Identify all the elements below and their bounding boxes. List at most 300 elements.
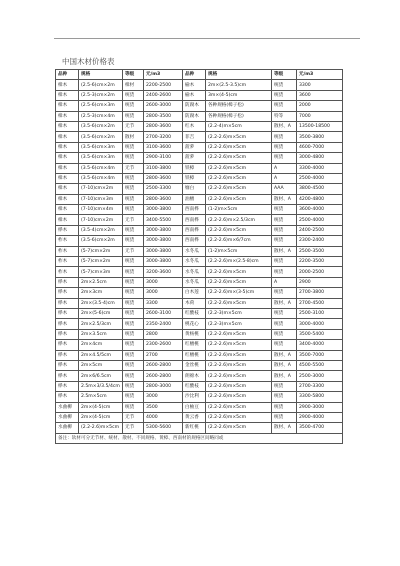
table-cell: 2500-3300 xyxy=(144,184,183,194)
table-cell: 统货 xyxy=(123,101,144,111)
table-cell: 统货 xyxy=(123,267,144,277)
table-cell: 2m×3.5cm xyxy=(79,329,123,339)
table-cell: 红酸枝 xyxy=(183,308,206,318)
table-cell: 2900-3100 xyxy=(144,153,183,163)
table-cell: 3500-7000 xyxy=(297,350,343,360)
table-cell: 桦木 xyxy=(56,225,79,235)
table-cell: (2.2-2.6)m×5cm xyxy=(206,298,272,308)
table-cell: 统货 xyxy=(123,277,144,287)
table-cell: (2.2-2.6)m×5cm xyxy=(206,350,272,360)
table-row xyxy=(56,319,343,329)
table-cell: 3100-3600 xyxy=(144,142,183,152)
table-cell: 3300-5800 xyxy=(297,392,343,402)
table-cell: 红木 xyxy=(183,121,206,131)
table-cell: 3000-3800 xyxy=(144,236,183,246)
table-cell: 3100-3800 xyxy=(144,163,183,173)
table-cell: (2.2-2.6)m×(3-5)cm xyxy=(206,288,272,298)
table-cell: 桦木 xyxy=(56,381,79,391)
table-cell: 白木莲 xyxy=(183,288,206,298)
table-cell: (3.5-4)cm×2m xyxy=(79,225,123,235)
table-cell: 2.5m×5cm xyxy=(79,392,123,402)
table-cell: 统货 xyxy=(272,340,297,350)
table-cell: 3400-5500 xyxy=(144,215,183,225)
table-cell: 黄云香 xyxy=(183,412,206,422)
table-row xyxy=(56,308,343,318)
table-row xyxy=(56,392,343,402)
table-cell: 3000-4000 xyxy=(297,319,343,329)
table-cell: 统货 xyxy=(123,329,144,339)
table-cell: 樟木 xyxy=(56,173,79,183)
price-table xyxy=(55,69,343,444)
table-cell: 桦木 xyxy=(56,360,79,370)
table-cell: 统货 xyxy=(123,360,144,370)
table-cell: 2m×2.5/3cm xyxy=(79,319,123,329)
table-cell: (2.2-2.6)m×5cm xyxy=(79,423,123,433)
table-cell: (2.2-2.6)m×5cm xyxy=(206,194,272,204)
column-header: 规格 xyxy=(206,70,272,80)
table-cell: (2.2-2.6)m×5cm xyxy=(206,412,272,422)
table-cell: 2700-4500 xyxy=(297,298,343,308)
table-cell: 2m×4.5/5cm xyxy=(79,350,123,360)
table-cell: (2.2-2.6)m×5cm xyxy=(206,184,272,194)
table-cell: 统货 xyxy=(123,225,144,235)
table-cell: A xyxy=(272,173,297,183)
table-row xyxy=(56,132,343,142)
table-cell: 特等 xyxy=(272,111,297,121)
table-cell: 红檀桃 xyxy=(183,350,206,360)
table-cell: 统货 xyxy=(123,392,144,402)
table-cell: 3600-4000 xyxy=(297,205,343,215)
table-cell: (2.2-2.6)m×5cm xyxy=(206,153,272,163)
table-cell: 西南桦 xyxy=(183,215,206,225)
table-cell: 统货 xyxy=(123,205,144,215)
table-cell: 桦木 xyxy=(56,329,79,339)
table-cell: 2600-3100 xyxy=(144,308,183,318)
table-cell: 3000-3800 xyxy=(144,225,183,235)
table-cell: 4500-5500 xyxy=(297,360,343,370)
table-cell: (2.5-3)cm×4m xyxy=(79,111,123,121)
table-cell: 樟木 xyxy=(56,121,79,131)
table-cell: AAA xyxy=(272,184,297,194)
table-cell: 无节 xyxy=(123,215,144,225)
table-cell: 统货 xyxy=(123,381,144,391)
table-cell: 统货 xyxy=(123,153,144,163)
table-cell: 2m×(4-5)cm xyxy=(79,402,123,412)
table-row xyxy=(56,288,343,298)
table-cell: 水冬瓜 xyxy=(183,246,206,256)
table-cell: 樟木 xyxy=(56,153,79,163)
column-header: 等级 xyxy=(123,70,144,80)
table-cell: 散材、A xyxy=(272,360,297,370)
table-cell: 2m×(3.5-4)cm xyxy=(79,298,123,308)
table-cell: A xyxy=(272,163,297,173)
table-cell: 樟木 xyxy=(56,194,79,204)
table-row xyxy=(56,246,343,256)
table-cell: (2.2-2.6)m×(2.5-8)cm xyxy=(206,257,272,267)
table-cell: (2.5-6)cm×3m xyxy=(79,101,123,111)
table-cell: 统货 xyxy=(272,101,297,111)
table-cell: 散材、A xyxy=(272,423,297,433)
table-row xyxy=(56,350,343,360)
table-cell: 统货 xyxy=(272,329,297,339)
table-cell: 统货 xyxy=(272,308,297,318)
table-cell: (2.2-2.6)m×6/7cm xyxy=(206,236,272,246)
table-cell: 7000 xyxy=(297,111,343,121)
table-cell: 散材、A xyxy=(272,246,297,256)
column-header: 规格 xyxy=(79,70,123,80)
column-header: 品种 xyxy=(183,70,206,80)
table-cell: 3000-3800 xyxy=(144,246,183,256)
table-cell: 2350-2400 xyxy=(144,319,183,329)
note-row xyxy=(56,433,343,443)
table-cell: 2600-2800 xyxy=(144,371,183,381)
table-cell: 2m×6/6.5cm xyxy=(79,371,123,381)
table-cell: 散材、A xyxy=(272,371,297,381)
table-cell: (2.2-3)m×5cm xyxy=(206,308,272,318)
table-cell: 红檀桃 xyxy=(183,340,206,350)
column-header: 元/m3 xyxy=(144,70,183,80)
table-cell: 统货 xyxy=(272,412,297,422)
table-cell: 樟木 xyxy=(56,163,79,173)
table-cell: 2800-3500 xyxy=(144,111,183,121)
table-cell: 红酸枝 xyxy=(183,381,206,391)
table-cell: 樟木 xyxy=(56,205,79,215)
column-header: 元/m3 xyxy=(297,70,343,80)
table-cell: 樟木 xyxy=(56,142,79,152)
table-cell: 统货 xyxy=(123,111,144,121)
table-cell: 桦木 xyxy=(56,340,79,350)
table-cell: (1-2)m×5cm xyxy=(206,246,272,256)
table-cell: 3800-4500 xyxy=(297,184,343,194)
table-cell: 2m×5cm xyxy=(79,360,123,370)
table-cell: 统货 xyxy=(123,340,144,350)
table-row xyxy=(56,381,343,391)
table-cell: (7-10)cm×2m xyxy=(79,184,123,194)
table-cell: (2.2-2.6)m×5cm xyxy=(206,132,272,142)
table-cell: 桦木 xyxy=(56,319,79,329)
table-cell: 统货 xyxy=(123,319,144,329)
table-row xyxy=(56,173,343,183)
table-row xyxy=(56,142,343,152)
table-cell: 2700-3300 xyxy=(297,381,343,391)
table-cell: 统货 xyxy=(272,205,297,215)
table-cell: (2.2-2.6)m×5cm xyxy=(206,267,272,277)
table-row xyxy=(56,184,343,194)
table-cell: 柞木 xyxy=(56,246,79,256)
table-cell: 樟木 xyxy=(56,101,79,111)
table-cell: 黄杨桃 xyxy=(183,329,206,339)
table-cell: 各种规格(樟子松) xyxy=(206,101,272,111)
table-cell: 2800-3600 xyxy=(144,173,183,183)
table-cell: 统货 xyxy=(272,402,297,412)
table-cell: 无节 xyxy=(123,121,144,131)
table-cell: (2.2-2.6)m×5cm xyxy=(206,225,272,235)
table-cell: 西南桦 xyxy=(183,225,206,235)
table-row xyxy=(56,371,343,381)
table-cell: 铁樟 xyxy=(183,173,206,183)
table-cell: 2800-3000 xyxy=(144,381,183,391)
column-header: 等级 xyxy=(272,70,297,80)
table-cell: 2800-3600 xyxy=(144,194,183,204)
table-cell: 2600-3000 xyxy=(144,101,183,111)
table-cell: (2.2-2.6)m×5cm xyxy=(206,142,272,152)
table-row xyxy=(56,225,343,235)
table-cell: (3.5-6)cm×3m xyxy=(79,153,123,163)
table-cell: 榆木 xyxy=(183,80,206,90)
table-cell: 3000-3800 xyxy=(144,257,183,267)
table-cell: 2300-2600 xyxy=(144,340,183,350)
table-cell: 统货 xyxy=(272,153,297,163)
table-cell: 桦木 xyxy=(56,392,79,402)
table-cell: (2.2-2.6)m×5cm xyxy=(206,381,272,391)
table-cell: (7-10)cm×2m xyxy=(79,215,123,225)
table-cell: 3m×(4-5)cm xyxy=(206,90,272,100)
table-cell: 统货 xyxy=(272,215,297,225)
table-cell: 桦木 xyxy=(56,277,79,287)
table-cell: 水冬瓜 xyxy=(183,257,206,267)
table-cell: 3500-4700 xyxy=(297,423,343,433)
table-cell: 统货 xyxy=(272,257,297,267)
table-cell: 2m×3cm xyxy=(79,288,123,298)
table-cell: 统货 xyxy=(272,319,297,329)
table-cell: 2900-3000 xyxy=(297,402,343,412)
table-cell: 统货 xyxy=(123,90,144,100)
table-cell: 统货 xyxy=(123,308,144,318)
table-cell: 2500-3000 xyxy=(297,371,343,381)
table-cell: 西南桦 xyxy=(183,205,206,215)
table-cell: 油檀 xyxy=(183,194,206,204)
table-cell: 金丝桃 xyxy=(183,360,206,370)
table-cell: (2.5-6)cm×2m xyxy=(79,80,123,90)
table-cell: A xyxy=(272,277,297,287)
table-cell: 防腐木 xyxy=(183,101,206,111)
table-cell: 2500-4000 xyxy=(297,215,343,225)
table-cell: 柞木 xyxy=(56,257,79,267)
table-cell: 无节 xyxy=(123,246,144,256)
table-cell: 菠萝 xyxy=(183,153,206,163)
table-cell: 铁樟 xyxy=(183,163,206,173)
table-cell: 2500-4000 xyxy=(297,173,343,183)
table-cell: (3.5-6)cm×4m xyxy=(79,173,123,183)
table-cell: 统货 xyxy=(272,392,297,402)
table-cell: 柞木 xyxy=(56,236,79,246)
table-cell: 3500-5400 xyxy=(297,329,343,339)
table-row xyxy=(56,121,343,131)
table-cell: 白柚豆 xyxy=(183,402,206,412)
table-row xyxy=(56,360,343,370)
table-cell: 水冬瓜 xyxy=(183,277,206,287)
table-cell: 2m×(2.5-3.5)cm xyxy=(206,80,272,90)
table-cell: 统货 xyxy=(272,142,297,152)
table-row xyxy=(56,267,343,277)
table-cell: 2200-3500 xyxy=(297,257,343,267)
table-cell: 2900-4000 xyxy=(297,412,343,422)
table-cell: 沙比利 xyxy=(183,392,206,402)
table-cell: 4000 xyxy=(144,412,183,422)
table-cell: 柞木 xyxy=(56,267,79,277)
table-cell: (2.2-2.6)m×5cm xyxy=(206,329,272,339)
table-cell: 榆木 xyxy=(183,90,206,100)
table-row xyxy=(56,215,343,225)
table-cell: 水曲柳 xyxy=(56,423,79,433)
table-cell: 2000-2500 xyxy=(297,267,343,277)
table-header-row xyxy=(56,70,343,80)
table-row xyxy=(56,340,343,350)
table-cell: 4600-7000 xyxy=(297,142,343,152)
table-cell: 统货 xyxy=(123,402,144,412)
table-cell: (7-10)cm×3m xyxy=(79,194,123,204)
table-cell: 菲吉 xyxy=(183,132,206,142)
table-cell: 2000 xyxy=(297,101,343,111)
table-cell: 统货 xyxy=(272,80,297,90)
table-cell: (2.2-3)m×5cm xyxy=(206,319,272,329)
table-cell: 水曲柳 xyxy=(56,402,79,412)
table-row xyxy=(56,236,343,246)
table-cell: 3200-3600 xyxy=(144,267,183,277)
table-cell: 2m×(5-6)cm xyxy=(79,308,123,318)
table-cell: 2300-2400 xyxy=(297,236,343,246)
table-cell: 新红桃 xyxy=(183,423,206,433)
table-cell: 3300 xyxy=(297,80,343,90)
table-row xyxy=(56,205,343,215)
table-cell: 3500-3800 xyxy=(297,132,343,142)
table-cell: 3300 xyxy=(144,298,183,308)
table-cell: 统货 xyxy=(123,184,144,194)
table-row xyxy=(56,111,343,121)
table-cell: 无节 xyxy=(123,423,144,433)
table-cell: 5300-5600 xyxy=(144,423,183,433)
table-cell: 各种规格(樟子松) xyxy=(206,111,272,121)
table-cell: 散材 xyxy=(123,132,144,142)
table-cell: 2700-3200 xyxy=(144,132,183,142)
table-cell: 3000-4800 xyxy=(297,153,343,163)
table-cell: 2900 xyxy=(297,277,343,287)
table-cell: 4200-4800 xyxy=(297,194,343,204)
table-cell: 桦木 xyxy=(56,308,79,318)
table-cell: 2m×4cm xyxy=(79,340,123,350)
table-cell: 樟材 xyxy=(123,80,144,90)
table-cell: (2.2-4)m×5cm xyxy=(206,121,272,131)
table-cell: 3400-4000 xyxy=(297,340,343,350)
table-cell: 统货 xyxy=(123,350,144,360)
table-cell: 散材、A xyxy=(272,194,297,204)
table-cell: 水冬瓜 xyxy=(183,267,206,277)
table-cell: (5-7)cm×3m xyxy=(79,267,123,277)
table-cell: 13500-18500 xyxy=(297,121,343,131)
table-cell: 统货 xyxy=(272,90,297,100)
table-cell: (2.2-2.6)m×5cm xyxy=(206,277,272,287)
table-cell: 2m×2.5cm xyxy=(79,277,123,287)
table-cell: 2600-2800 xyxy=(144,360,183,370)
table-row xyxy=(56,80,343,90)
table-row xyxy=(56,277,343,287)
table-cell: (2.2-2.6)m×5cm xyxy=(206,173,272,183)
table-cell: 统货 xyxy=(272,267,297,277)
top-rule xyxy=(54,38,360,39)
table-cell: 樟木 xyxy=(56,215,79,225)
table-cell: 2400-2500 xyxy=(297,225,343,235)
table-cell: 菠萝 xyxy=(183,142,206,152)
table-cell: 统货 xyxy=(123,173,144,183)
table-cell: 3500 xyxy=(144,402,183,412)
table-cell: 统货 xyxy=(272,288,297,298)
table-cell: 樟木 xyxy=(56,90,79,100)
table-cell: 统货 xyxy=(272,225,297,235)
table-cell: 2700-3800 xyxy=(297,288,343,298)
table-cell: 樟木 xyxy=(56,132,79,142)
table-cell: (2.2-2.6)m×5cm xyxy=(206,163,272,173)
table-row xyxy=(56,329,343,339)
table-row xyxy=(56,298,343,308)
table-cell: (2.2-2.6)m×5cm xyxy=(206,423,272,433)
table-cell: 无节 xyxy=(123,412,144,422)
table-cell: 樟木 xyxy=(56,184,79,194)
table-cell: 3300-4000 xyxy=(297,163,343,173)
table-cell: 2.5m×3/3.5/4cm xyxy=(79,381,123,391)
table-cell: 无节 xyxy=(123,163,144,173)
table-cell: 防腐木 xyxy=(183,111,206,121)
column-header: 品种 xyxy=(56,70,79,80)
table-cell: 2700 xyxy=(144,350,183,360)
table-cell: (5-7)cm×2m xyxy=(79,257,123,267)
table-cell: 统货 xyxy=(272,381,297,391)
table-cell: 朗绵木 xyxy=(183,371,206,381)
table-cell: 统货 xyxy=(272,236,297,246)
table-cell: 统货 xyxy=(123,236,144,246)
table-cell: 樟木 xyxy=(56,80,79,90)
table-cell: 2400-2600 xyxy=(144,90,183,100)
table-cell: 统货 xyxy=(123,298,144,308)
table-cell: 2800 xyxy=(144,329,183,339)
table-cell: (2.5-3)cm×2m xyxy=(79,90,123,100)
table-cell: (5-7)cm×2m xyxy=(79,246,123,256)
table-row xyxy=(56,412,343,422)
table-cell: (3.5-6)cm×2m xyxy=(79,132,123,142)
table-note: 备注：软材可分无节材、统材、散材、不同规格、黄樟、西南材的规格区间略同或 xyxy=(56,433,343,443)
table-cell: 水曲柳 xyxy=(56,412,79,422)
table-cell: 2500-3100 xyxy=(297,308,343,318)
table-row xyxy=(56,194,343,204)
table-cell: 樟木 xyxy=(56,111,79,121)
table-cell: (3.5-6)cm×2m xyxy=(79,236,123,246)
table-cell: (3.5-6)cm×2m xyxy=(79,121,123,131)
table-cell: 统货 xyxy=(123,194,144,204)
table-cell: 2500-3500 xyxy=(297,246,343,256)
table-cell: (3.5-6)cm×3m xyxy=(79,142,123,152)
table-cell: 2m×(4-5)cm xyxy=(79,412,123,422)
table-row xyxy=(56,423,343,433)
table-row xyxy=(56,402,343,412)
table-cell: (2.2-2.6)m×2.5/3cm xyxy=(206,215,272,225)
table-row xyxy=(56,163,343,173)
table-cell: 桦木 xyxy=(56,298,79,308)
table-cell: 缅白 xyxy=(183,184,206,194)
table-cell: (2.2-2.6)m×5cm xyxy=(206,392,272,402)
table-cell: 3600 xyxy=(297,90,343,100)
table-cell: (3.5-6)cm×4m xyxy=(79,163,123,173)
table-cell: 统货 xyxy=(123,142,144,152)
table-cell: 西南桦 xyxy=(183,236,206,246)
table-cell: 桦木 xyxy=(56,350,79,360)
table-cell: (2.2-2.6)m×5cm xyxy=(206,402,272,412)
table-cell: 3000 xyxy=(144,392,183,402)
table-cell: 散材、A xyxy=(272,350,297,360)
table-cell: (1-2)m×5cm xyxy=(206,205,272,215)
table-cell: 统货 xyxy=(123,371,144,381)
table-cell: 3000 xyxy=(144,277,183,287)
table-cell: 2800-3600 xyxy=(144,121,183,131)
table-cell: 统货 xyxy=(123,288,144,298)
